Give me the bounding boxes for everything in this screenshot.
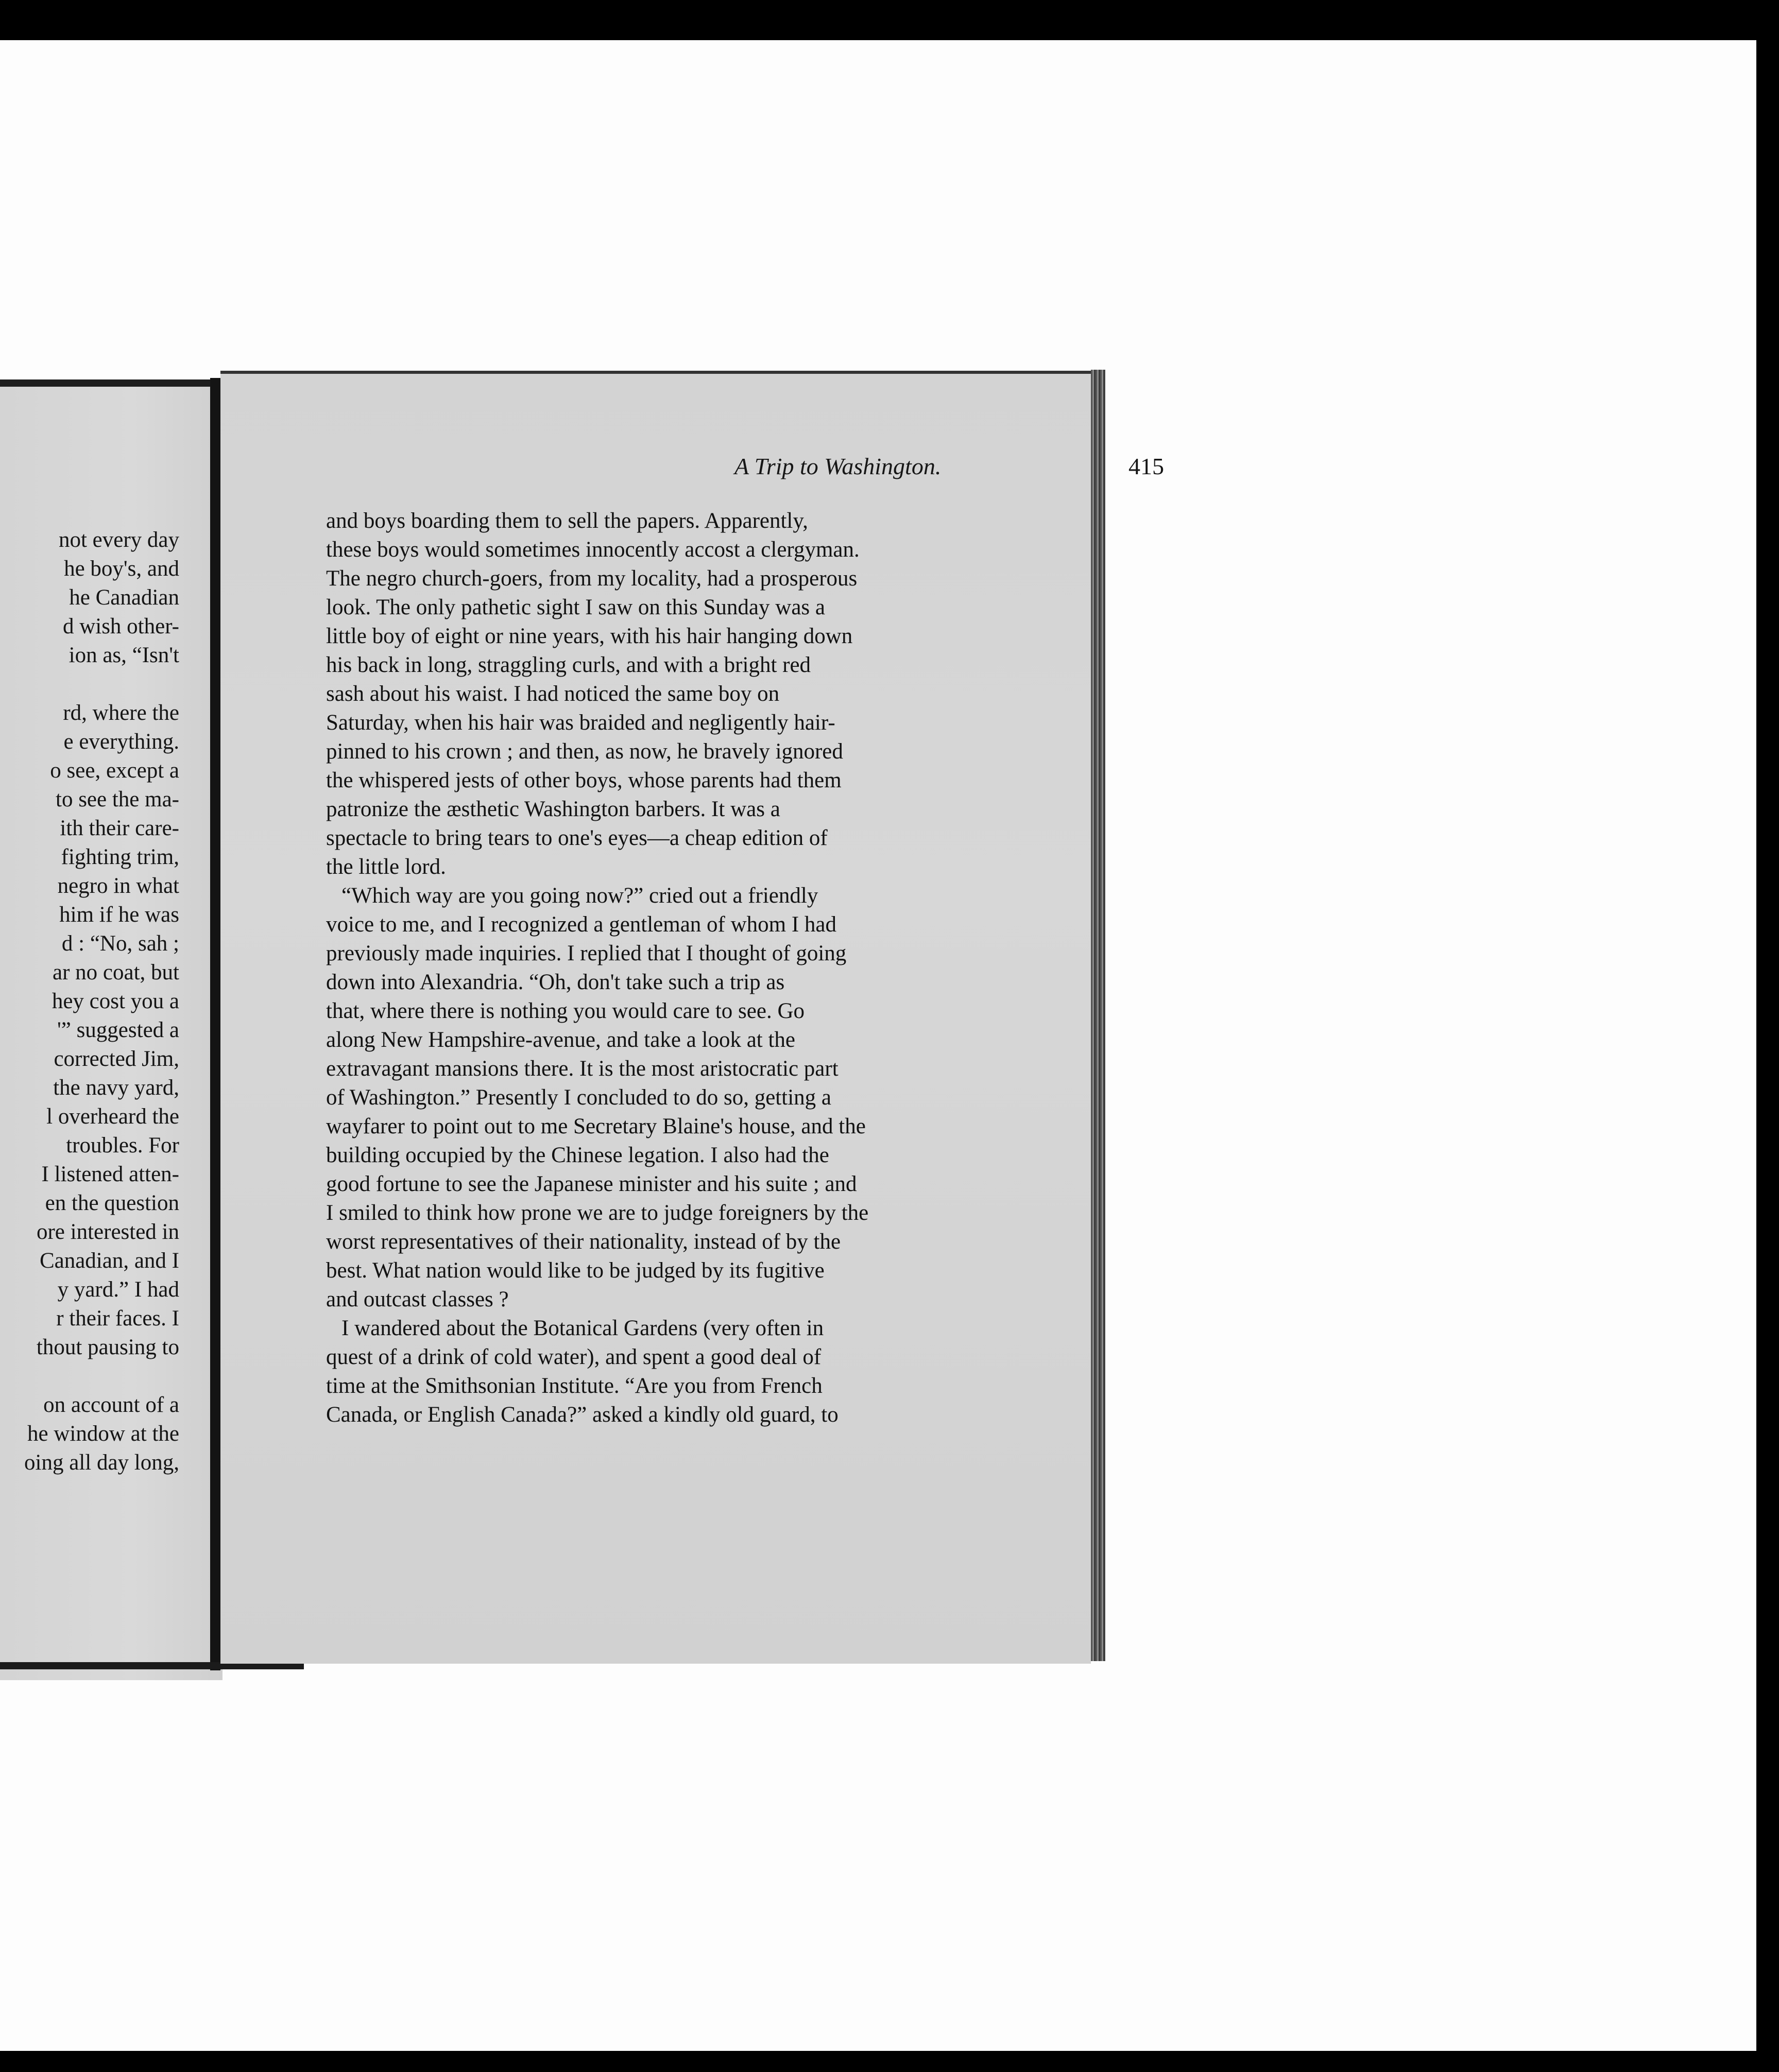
left-text-line: ore interested in: [36, 1220, 179, 1244]
text-line: good fortune to see the Japanese minister and his suite ; and: [326, 1172, 857, 1196]
left-text-line: hey cost you a: [52, 989, 179, 1013]
left-text-line: y yard.” I had: [57, 1277, 179, 1302]
left-text-line: he Canadian: [69, 585, 179, 610]
left-text-line: en the question: [45, 1191, 179, 1215]
left-text-line: rd, where the: [63, 701, 179, 725]
text-line: the little lord.: [326, 855, 446, 879]
text-line: along New Hampshire-avenue, and take a look at the: [326, 1028, 796, 1052]
text-line: voice to me, and I recognized a gentleman of whom I had: [326, 912, 837, 937]
text-line: “Which way are you going now?” cried out a friendly: [341, 884, 818, 908]
text-line: quest of a drink of cold water), and spent a good deal of: [326, 1345, 822, 1369]
text-line: building occupied by the Chinese legation. I also had the: [326, 1143, 829, 1167]
left-text-line: fighting trim,: [61, 845, 179, 869]
text-line: Canada, or English Canada?” asked a kindly old guard, to: [326, 1403, 839, 1427]
left-text-line: negro in what: [57, 874, 179, 898]
left-text-line: I listened atten-: [41, 1162, 179, 1186]
left-text-line: he window at the: [27, 1422, 179, 1446]
left-text-line: oing all day long,: [24, 1451, 179, 1475]
text-line: I smiled to think how prone we are to judge foreigners by the: [326, 1201, 869, 1225]
text-line: down into Alexandria. “Oh, don't take such a trip as: [326, 970, 785, 994]
left-text-line: thout pausing to: [36, 1335, 179, 1359]
text-line: his back in long, straggling curls, and with a bright red: [326, 653, 811, 677]
running-title: A Trip to Washington.: [734, 453, 942, 479]
text-line: that, where there is nothing you would care to see. Go: [326, 999, 805, 1023]
left-text-line: r their faces. I: [56, 1306, 179, 1331]
left-text-line: l overheard the: [46, 1104, 179, 1129]
left-text-line: Canadian, and I: [39, 1249, 179, 1273]
left-text-line: he boy's, and: [64, 557, 179, 581]
left-text-line: corrected Jim,: [54, 1047, 179, 1071]
left-text-line: '” suggested a: [57, 1018, 179, 1042]
text-line: I wandered about the Botanical Gardens (very often in: [341, 1316, 824, 1340]
text-line: time at the Smithsonian Institute. “Are you from French: [326, 1374, 823, 1398]
left-text-line: to see the ma-: [56, 787, 179, 811]
text-line: these boys would sometimes innocently accost a clergyman.: [326, 538, 860, 562]
text-line: best. What nation would like to be judged by its fugitive: [326, 1258, 825, 1283]
left-text-line: not every day: [58, 528, 179, 552]
text-line: The negro church-goers, from my locality, had a prosperous: [326, 566, 858, 591]
left-text-line: o see, except a: [50, 758, 179, 783]
left-text-line: the navy yard,: [53, 1076, 179, 1100]
text-line: worst representatives of their nationality, instead of by the: [326, 1230, 841, 1254]
left-text-line: him if he was: [59, 903, 179, 927]
left-text-line: troubles. For: [66, 1133, 179, 1158]
text-line: little boy of eight or nine years, with his hair hanging down: [326, 624, 853, 648]
text-line: spectacle to bring tears to one's eyes—a cheap edition of: [326, 826, 828, 850]
text-line: sash about his waist. I had noticed the same boy on: [326, 682, 780, 706]
book-spine: [210, 378, 220, 1670]
text-line: previously made inquiries. I replied that I thought of going: [326, 941, 847, 965]
left-page: [0, 379, 223, 1680]
text-line: and outcast classes ?: [326, 1287, 509, 1311]
left-text-line: d : “No, sah ;: [61, 931, 179, 956]
text-line: extravagant mansions there. It is the most aristocratic part: [326, 1057, 839, 1081]
page-number: 415: [1128, 453, 1164, 479]
right-page: [220, 371, 1164, 1664]
page-block-edge: [1091, 370, 1105, 1661]
left-text-line: on account of a: [43, 1393, 179, 1417]
left-text-line: d wish other-: [62, 614, 179, 638]
text-line: patronize the æsthetic Washington barbers. It was a: [326, 797, 780, 821]
left-text-line: e everything.: [63, 730, 179, 754]
text-line: and boys boarding them to sell the papers. Apparently,: [326, 509, 808, 533]
text-line: look. The only pathetic sight I saw on this Sunday was a: [326, 595, 825, 619]
text-line: wayfarer to point out to me Secretary Blaine's house, and the: [326, 1114, 866, 1138]
text-line: Saturday, when his hair was braided and negligently hair-: [326, 711, 835, 735]
left-text-line: ar no coat, but: [53, 960, 179, 985]
text-line: the whispered jests of other boys, whose parents had them: [326, 768, 842, 792]
left-text-line: ion as, “Isn't: [69, 643, 179, 667]
text-line: pinned to his crown ; and then, as now, he bravely ignored: [326, 739, 843, 764]
text-line: of Washington.” Presently I concluded to do so, getting a: [326, 1085, 831, 1110]
left-text-line: ith their care-: [60, 816, 179, 840]
